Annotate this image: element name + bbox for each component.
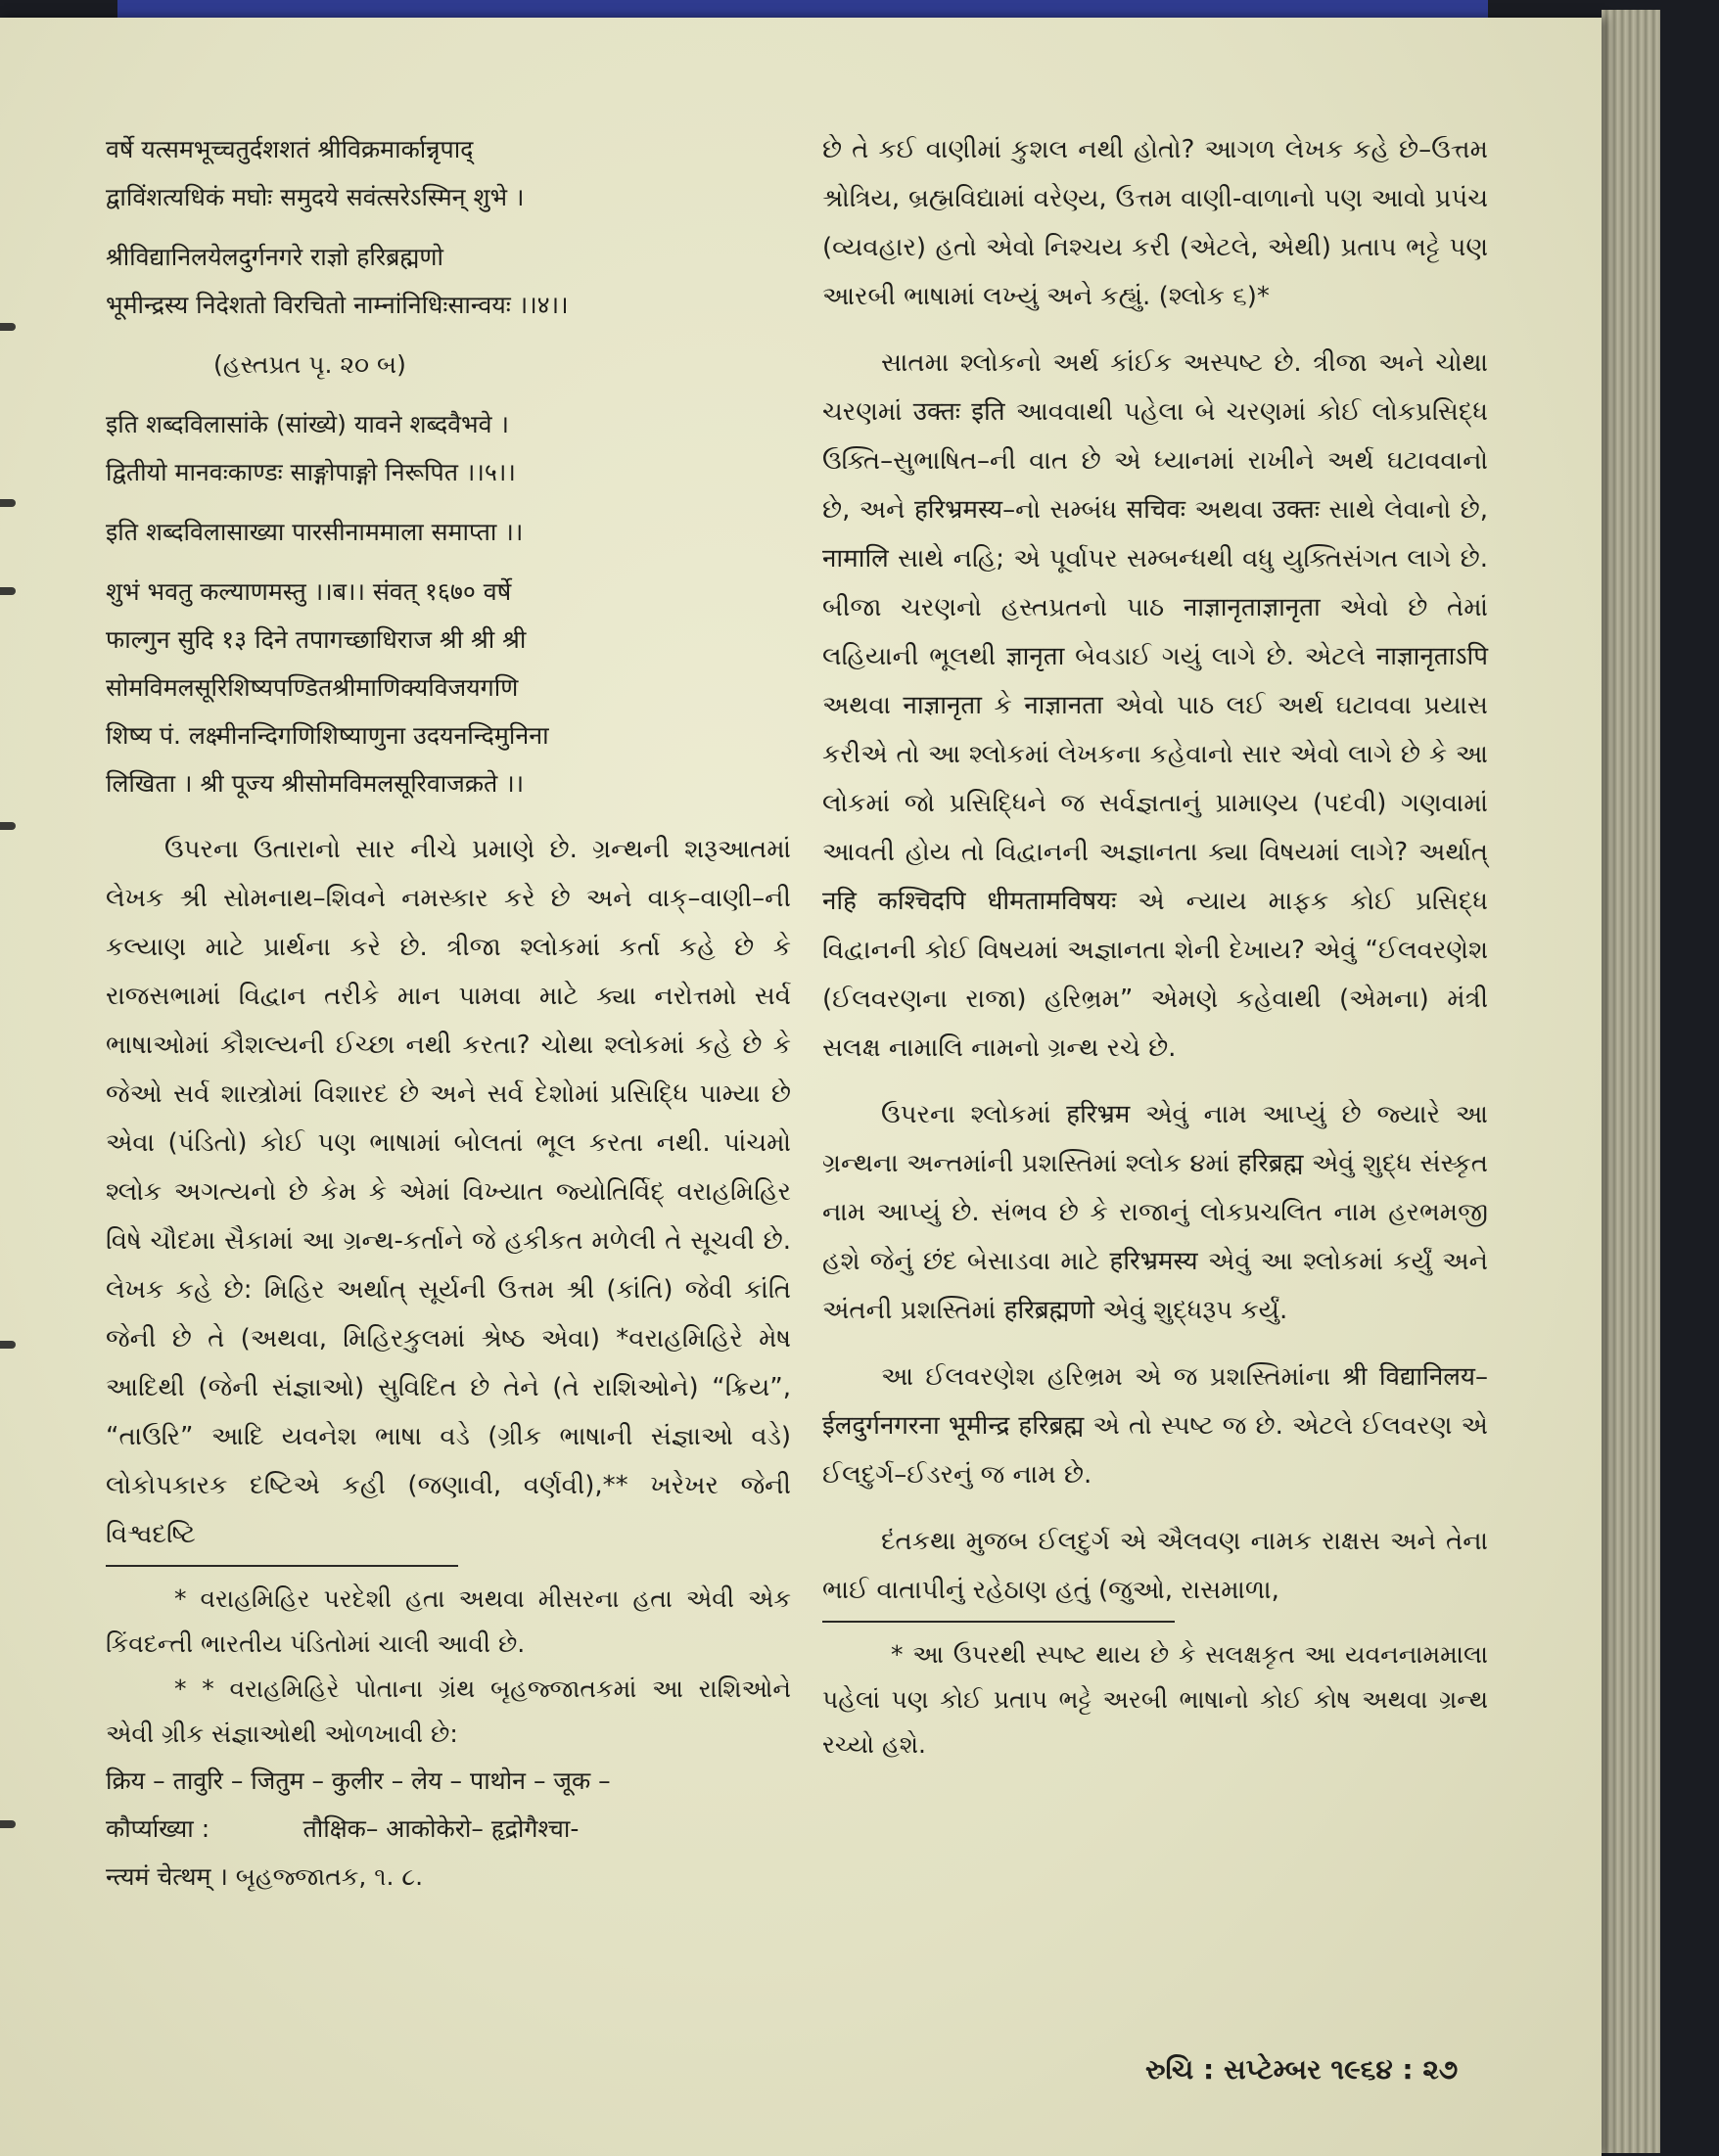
book-page-edges [1602, 10, 1660, 2153]
binding-mark [0, 822, 16, 830]
binding-mark [0, 499, 16, 507]
footnote-divider [822, 1621, 1175, 1623]
body-paragraph: છે તે કઈ વાણીમાં કુશલ નથી હોતો? આગળ લેખક કહે છે–ઉત્તમ શ્રોત્રિય, બ્રહ્મવિદ્યામાં વરેણ્ય, ઉત્તમ વાણી-વાળાનો પણ આવો પ્રપંચ (વ્યવહાર) હતો એવો નિશ્ચય કરી (એટલે, એથી) પ્રતાપ ભટ્ટે પણ આરબી ભાષામાં લખ્યું અને કહ્યું. (શ્લોક ૬)* [822, 135, 1488, 311]
top-edge-band [117, 0, 1488, 18]
sanskrit-line: द्वितीयो मानवःकाण्डः साङ्गोपाङ्गो निरूपित ।।५।। [106, 458, 516, 486]
footnote: * વરાહમિહિર પરદેશી હતા અથવા મીસરના હતા એવી એક કિંવદન્તી ભારતીય પંડિતોમાં ચાલી આવી છે. [106, 1584, 791, 1658]
body-paragraph: સાતમા શ્લોકનો અર્થ કાંઈક અસ્પષ્ટ છે. ત્રીજા અને ચોથા ચરણમાં उक्तः इति આવવાથી પહેલા બે ચરણમાં કોઈ લોકપ્રસિદ્ધ ઉક્તિ–સુભાષિત–ની વાત છે એ ધ્યાનમાં રાખીને અર્થ ઘટાવવાનો છે, અને हरिभ्रमस्य–નો સમ્બંધ सचिवः અથવા उक्तः સાથે લેવાનો છે, नामालि સાથે નહિ; એ પૂર્વાપર સમ્બન્ધથી વધુ યુક્તિસંગત લાગે છે. બીજા ચરણનો હસ્તપ્રતનો પાઠ नाज्ञानृताज्ञानृता એવો છે તેમાં લહિયાની ભૂલથી ज्ञानृता બેવડાઈ ગયું લાગે છે. એટલે नाज्ञानृताऽपि અથવા नाज्ञानृता કે नाज्ञानता એવો પાઠ લઈ અર્થ ઘટાવવા પ્રયાસ કરીએ તો આ શ્લોકમાં લેખકના કહેવાનો સાર એવો લાગે છે કે આ લોકમાં જો પ્રસિદ્ધિને જ સર્વજ્ઞતાનું પ્રામાણ્ય (પદવી) ગણવામાં આવતી હોય તો વિદ્વાનની અજ્ઞાનતા ક્યા વિષયમાં લાગે? અર્થાત્ नहि कश्चिदपि धीमतामविषयः એ ન્યાય માફક કોઈ પ્રસિદ્ધ વિદ્વાનની કોઈ વિષયમાં અજ્ઞાનતા શેની દેખાય? એવું “ઈલવરણેશ (ઈલવરણના રાજા) હરિભ્રમ” એમણે કહેવાથી (એમના) મંત્રી સલક્ષ નામાલિ નામનો ગ્રન્થ રચે છે. [822, 348, 1488, 1063]
page-footer: રુચિ : સપ્ટેમ્બર ૧૯૬૪ : ૨૭ [1145, 2053, 1459, 2086]
sanskrit-line: वर्षे यत्समभूच्चतुर्दशशतं श्रीविक्रमार्कान्नृपाद् [106, 135, 474, 163]
sanskrit-line: इति शब्दविलासाख्या पारसीनाममाला समाप्ता ।। [106, 518, 524, 546]
body-paragraph: દંતકથા મુજબ ઈલદુર્ગ એ ઐલવણ નામક રાક્ષસ અને તેના ભાઈ વાતાપીનું રહેઠાણ હતું (જુઓ, રાસમાળા, [822, 1527, 1488, 1605]
sanskrit-line: इति शब्दविलासांके (सांख्ये) यावने शब्दवैभवे । [106, 410, 509, 438]
binding-mark [0, 1820, 16, 1828]
colophon-line: फाल्गुन सुदि १३ दिने तपागच्छाधिराज श्री श्री श्री [106, 625, 527, 654]
colophon-line: शिष्य पं. लक्ष्मीनन्दिगणिशिष्याणुना उदयनन्दिमुनिना [106, 721, 549, 750]
left-column [106, 125, 791, 1901]
zodiac-line: क्रिय – तावुरि – जितुम – कुलीर – लेय – पाथोन – जूक – [106, 1766, 611, 1795]
right-column [822, 125, 1488, 1767]
colophon-line: शुभं भवतु कल्याणमस्तु ।।ब।। संवत् १६७० वर्षे [106, 577, 512, 606]
sanskrit-line: श्रीविद्यानिलयेलदुर्गनगरे राज्ञो हरिब्रह्मणो [106, 243, 443, 271]
binding-mark [0, 1341, 16, 1349]
binding-mark [0, 587, 16, 595]
document-page [0, 18, 1602, 2156]
binding-marks [0, 18, 20, 2156]
body-paragraph: ઉપરના શ્લોકમાં हरिभ्रम એવું નામ આપ્યું છે જ્યારે આ ગ્રન્થના અન્તમાંની પ્રશસ્તિમાં શ્લોક ૪માં हरिब्रह्म એવું શુદ્ધ સંસ્કૃત નામ આપ્યું છે. સંભવ છે કે રાજાનું લોકપ્રચલિત નામ હરભમજી હશે જેનું છંદ બેસાડવા માટે हरिभ्रमस्य એવું આ શ્લોકમાં કર્યું અને અંતની પ્રશસ્તિમાં हरिब्रह्मणो એવું શુદ્ધરૂપ કર્યું. [822, 1100, 1488, 1325]
body-paragraph: આ ઈલવરણેશ હરિભ્રમ એ જ પ્રશસ્તિમાંના श्री विद्यानिलय–ईलदुर्गनगरना भूमीन्द्र हरिब्रह्म એ તો સ્પષ્ટ જ છે. એટલે ઈલવરણ એ ઈલદુર્ગ–ઈડરનું જ નામ છે. [822, 1362, 1488, 1490]
colophon-line: लिखिता । श्री पूज्य श्रीसोमविमलसूरिवाजक्रते ।। [106, 769, 525, 798]
sanskrit-line: भूमीन्द्रस्य निदेशतो विरचितो नाम्नांनिधिःसान्वयः ।।४।। [106, 291, 569, 319]
zodiac-line: न्त्यमं चेत्थम् । બૃહજ્જાતક, ૧. ૮. [106, 1862, 424, 1891]
zodiac-line: कौर्प्याख्या : तौक्षिक– आकोकेरो– हृद्रोगैश्चा- [106, 1814, 580, 1843]
colophon-line: सोमविमलसूरिशिष्यपण्डितश्रीमाणिक्यविजयगणि [106, 673, 519, 702]
binding-mark [0, 323, 16, 331]
footnote-divider [106, 1565, 458, 1567]
footnote: * * વરાહમિહિરે પોતાના ગ્રંથ બૃહજ્જાતકમાં આ રાશિઓને એવી ગ્રીક સંજ્ઞાઓથી ઓળખાવી છે: [106, 1674, 791, 1748]
sanskrit-line: द्वाविंशत्यधिकं मघोः समुदये सवंत्सरेऽस्मिन् शुभे । [106, 183, 525, 211]
manuscript-reference: (હસ્તપ્રત પૃ. ૨૦ બ) [213, 350, 406, 379]
summary-paragraph: ઉપરના ઉતારાનો સાર નીચે પ્રમાણે છે. ગ્રન્થની શરૂઆતમાં લેખક શ્રી સોમનાથ–શિવને નમસ્કાર કરે છે અને વાક્–વાણી–ની કલ્યાણ માટે પ્રાર્થના કરે છે. ત્રીજા શ્લોકમાં કર્તા કહે છે કે રાજસભામાં વિદ્વાન તરીકે માન પામવા માટે ક્યા નરોત્તમો સર્વ ભાષાઓમાં કૌશલ્યની ઈચ્છા નથી કરતા? ચોથા શ્લોકમાં કહે છે કે જેઓ સર્વ શાસ્ત્રોમાં વિશારદ છે અને સર્વ દેશોમાં પ્રસિદ્ધિ પામ્યા છે એવા (પંડિતો) કોઈ પણ ભાષામાં બોલતાં ભૂલ કરતા નથી. પાંચમો શ્લોક અગત્યનો છે કેમ કે એમાં વિખ્યાત જ્યોતિર્વિદ્ વરાહમિહિર વિષે ચૌદમા સૈકામાં આ ગ્રન્થ-કર્તાને જે હકીકત મળેલી તે સૂચવી છે. લેખક કહે છે: મિહિર અર્થાત્ સૂર્યની ઉત્તમ શ્રી (કાંતિ) જેવી કાંતિ જેની છે તે (અથવા, મિહિરકુલમાં શ્રેષ્ઠ એવા) *વરાહમિહિરે મેષ આદિથી (જેની સંજ્ઞાઓ) સુવિદિત છે તેને (તે રાશિઓને) “ક્રિય”, “તાઉરિ” આદિ યવનેશ ભાષા વડે (ગ્રીક ભાષાની સંજ્ઞાઓ વડે) લોકોપકારક દષ્ટિએ કહી (જણાવી, વર્ણવી),** ખરેખર જેની વિશ્વદષ્ટિ [106, 835, 791, 1549]
footnote: * આ ઉપરથી સ્પષ્ટ થાય છે કે સલક્ષકૃત આ યવનનામમાલા પહેલાં પણ કોઈ પ્રતાપ ભટ્ટે અરબી ભાષાનો કોઈ કોષ અથવા ગ્રન્થ રચ્યો હશે. [822, 1640, 1488, 1759]
